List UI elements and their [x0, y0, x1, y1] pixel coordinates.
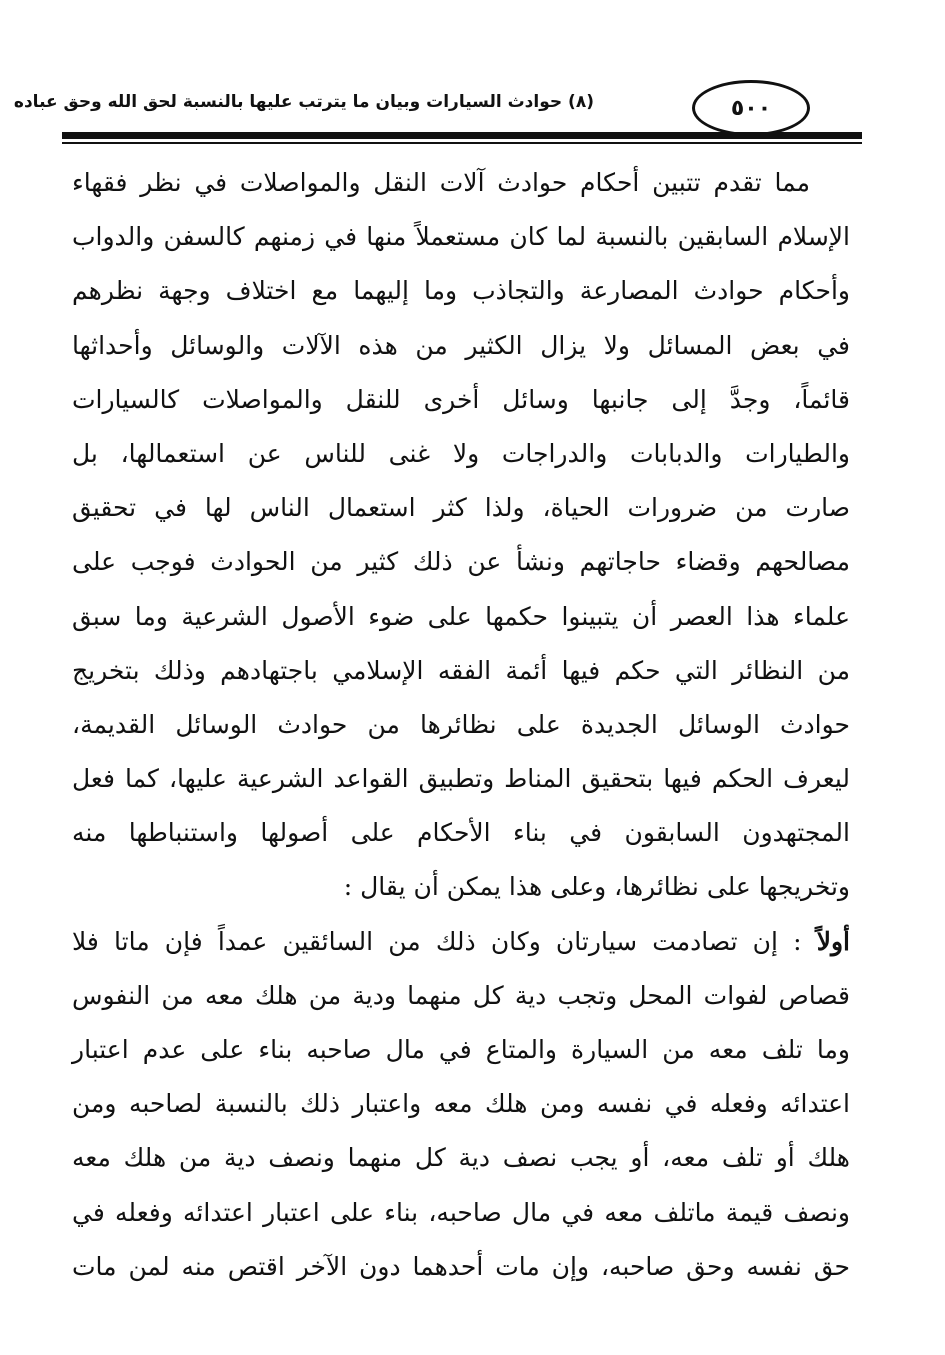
text-line: مما تقدم تتبين أحكام حوادث آلات النقل والمواصلات في نظر فقهاء: [72, 168, 810, 197]
text-line: مصالحهم وقضاء حاجاتهم ونشأ عن ذلك كثير من الحوادث فوجب على: [72, 547, 850, 577]
text-line: في بعض المسائل ولا يزال الكثير من هذه الآلات والوسائل وأحداثها: [72, 330, 850, 360]
text-line: حق نفسه وحق صاحبه، وإن مات أحدهما دون الآخر اقتص منه لمن مات: [72, 1251, 850, 1281]
page-number: ٥٠٠: [692, 80, 810, 136]
text-line: قائماً، وجدَّ إلى جانبها وسائل أخرى للنقل والمواصلات كالسيارات: [72, 384, 850, 414]
body-text: [72, 156, 850, 1294]
text-line: هلك أو تلف معه، أو يجب نصف دية كل منهما ونصف دية من هلك معه: [72, 1143, 850, 1173]
text-line: حوادث الوسائل الجديدة على نظائرها من حوادث الوسائل القديمة،: [72, 709, 850, 739]
text-line: اعتدائه وفعله في نفسه ومن هلك معه واعتبار ذلك بالنسبة لصاحبه ومن: [72, 1089, 850, 1119]
header-rule-thin: [62, 142, 862, 144]
text-line: من النظائر التي حكم فيها أئمة الفقه الإسلامي باجتهادهم وذلك بتخريج: [72, 655, 850, 685]
section-label: أولاً: [816, 926, 850, 956]
text-line: ونصف قيمة ماتلف معه في مال صاحبه، بناء على اعتبار اعتدائه وفعله في: [72, 1197, 850, 1227]
text-line: علماء هذا العصر أن يتبينوا حكمها على ضوء الأصول الشرعية وما سبق: [72, 601, 850, 631]
header-rule-thick: [62, 132, 862, 139]
text-line: والطيارات والدبابات والدراجات ولا غنى للناس عن استعمالها، بل: [72, 438, 850, 468]
text-line: وأحكام حوادث المصارعة والتجاذب وما إليهما مع اختلاف وجهة نظرهم: [72, 276, 850, 306]
running-title: (٨) حوادث السيارات وبيان ما يترتب عليها بالنسبة لحق الله وحق عباده: [13, 92, 594, 112]
text-line: ليعرف الحكم فيها بتحقيق المناط وتطبيق القواعد الشرعية عليها، كما فعل: [72, 764, 850, 794]
text-line-first: [72, 915, 850, 969]
page-header: [13, 80, 862, 150]
text-line: وتخريجها على نظائرها، وعلى هذا يمكن أن يقال :: [343, 872, 850, 902]
text-line: صارت من ضرورات الحياة، ولذا كثر استعمال الناس لها في تحقيق: [72, 493, 850, 523]
text-line: قصاص لفوات المحل وتجب دية كل منهما ودية من هلك معه من النفوس: [72, 980, 850, 1010]
text-line: الإسلام السابقين بالنسبة لما كان مستعملاً منها في زمنهم كالسفن والدواب: [72, 222, 850, 252]
text-line: وما تلف معه من السيارة والمتاع في مال صاحبه بناء على عدم اعتبار: [72, 1035, 850, 1064]
text-line-rest: : إن تصادمت سيارتان وكان ذلك من السائقين عمداً فإن ماتا فلا: [72, 926, 817, 956]
text-line: المجتهدون السابقون في بناء الأحكام على أصولها واستنباطها منه: [72, 818, 850, 848]
